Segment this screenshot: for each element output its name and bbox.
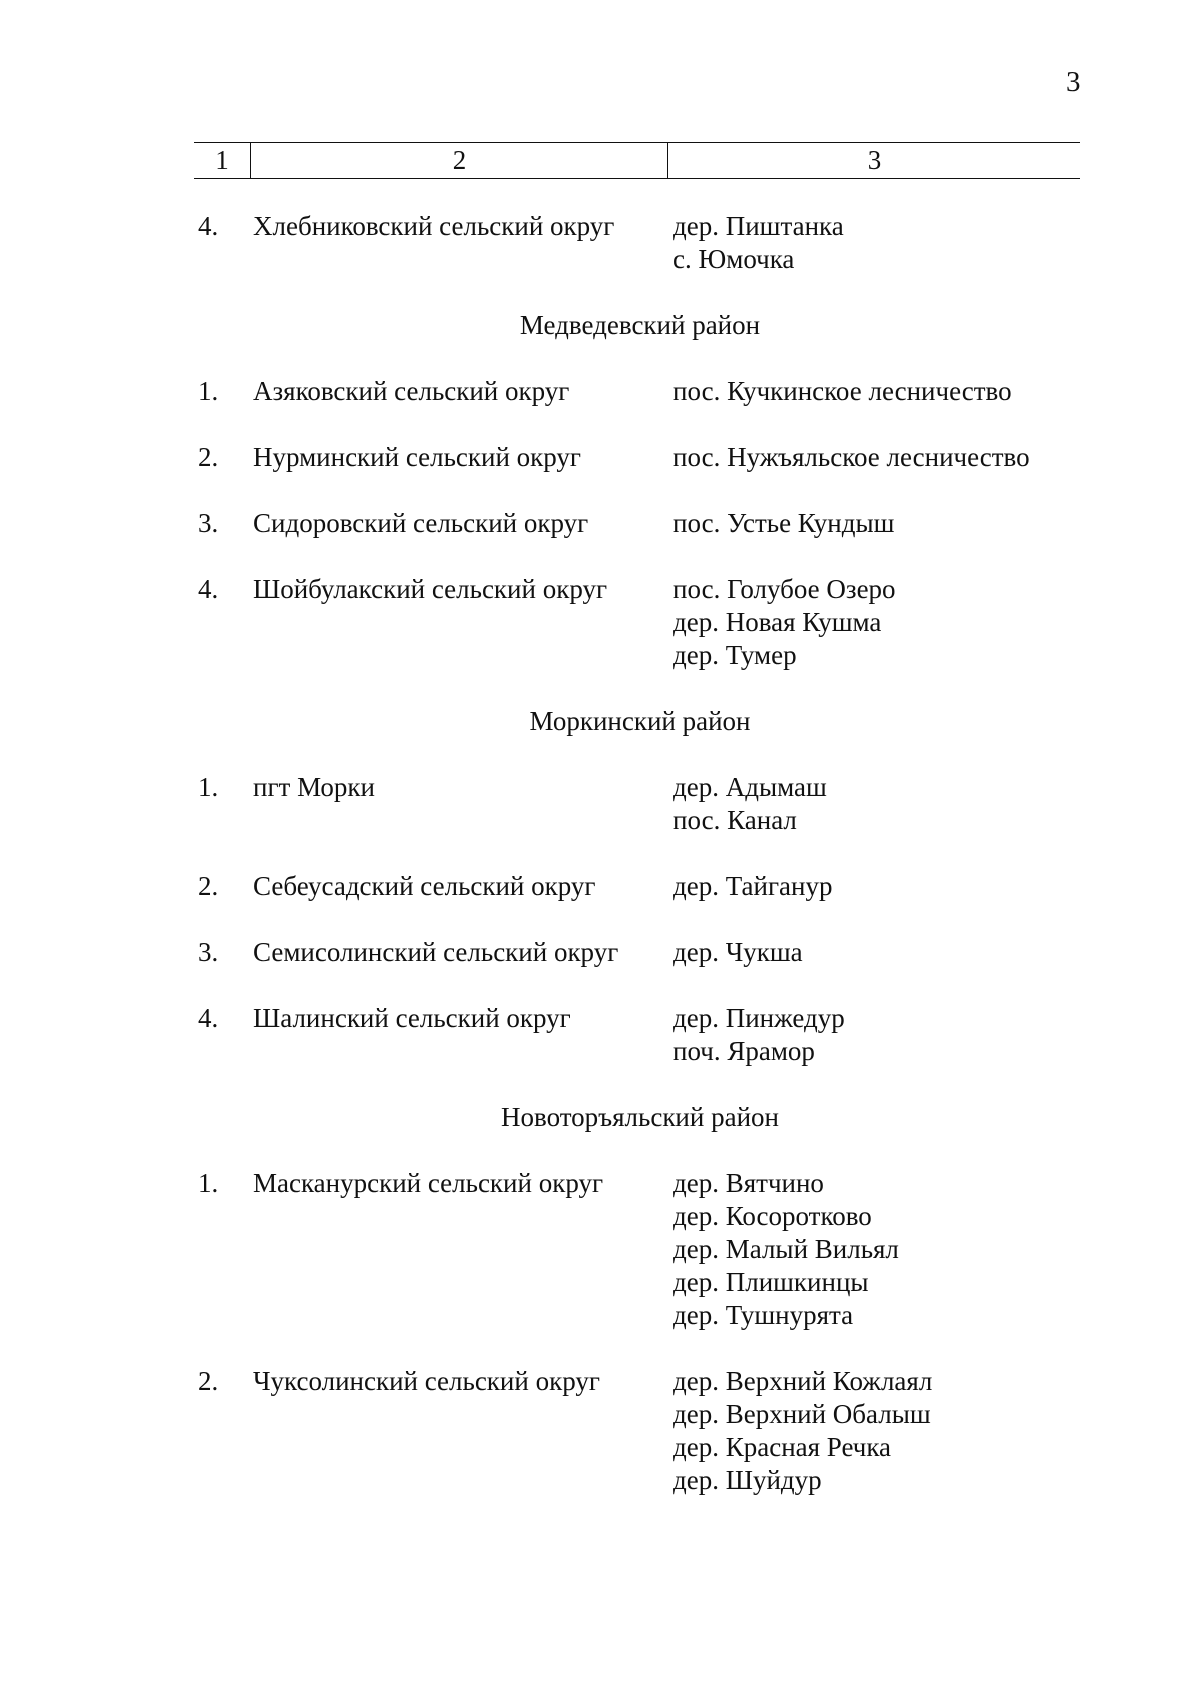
settlement-name: дер. Малый Вильял	[673, 1234, 899, 1264]
settlement-list-cell	[673, 870, 1200, 903]
table-row	[0, 573, 1200, 672]
rural-district-name: Семисолинский сельский округ	[253, 937, 619, 967]
settlement-list-cell	[673, 1167, 1200, 1332]
table-row	[0, 936, 1200, 969]
settlement-name: пос. Канал	[673, 805, 797, 835]
table-row	[0, 1167, 1200, 1332]
row-number: 3.	[198, 937, 219, 967]
table-row	[0, 771, 1200, 837]
settlement-list-cell	[673, 936, 1200, 969]
rural-district-name: Хлебниковский сельский округ	[253, 211, 615, 241]
column-header-1: 1	[215, 145, 229, 175]
column-header-3: 3	[667, 143, 1081, 178]
table-row	[0, 375, 1200, 408]
settlement-name: поч. Ярамор	[673, 1036, 815, 1066]
row-number: 1.	[198, 772, 219, 802]
rural-district-name: Масканурский сельский округ	[253, 1168, 604, 1198]
settlement-list-cell	[673, 771, 1200, 837]
row-number: 4.	[198, 574, 219, 604]
settlement-name: пос. Голубое Озеро	[673, 574, 896, 604]
settlement-name: с. Юмочка	[673, 244, 795, 274]
table-row	[0, 1002, 1200, 1068]
rural-district-name: Сидоровский сельский округ	[253, 508, 589, 538]
column-header-2: 2	[250, 143, 668, 178]
settlement-list-cell	[673, 573, 1200, 672]
rural-district-name: Азяковский сельский округ	[253, 376, 570, 406]
settlement-name: пос. Нужъяльское лесничество	[673, 442, 1030, 472]
settlement-name: дер. Тушнурята	[673, 1300, 854, 1330]
settlement-list-cell	[673, 375, 1200, 408]
settlement-name: пос. Устье Кундыш	[673, 508, 895, 538]
row-number: 3.	[198, 508, 219, 538]
rural-district-name: Себеусадский сельский округ	[253, 871, 596, 901]
row-number: 4.	[198, 211, 219, 241]
table-row	[0, 507, 1200, 540]
row-number: 2.	[198, 871, 219, 901]
district-heading: Новоторъяльский район	[501, 1102, 779, 1132]
table-row	[0, 1365, 1200, 1497]
settlement-list-cell	[673, 210, 1200, 276]
page-number: 3	[1066, 66, 1081, 98]
settlement-name: дер. Плишкинцы	[673, 1267, 869, 1297]
settlement-name: дер. Верхний Кожлаял	[673, 1366, 933, 1396]
settlement-list-cell	[673, 441, 1200, 474]
rural-district-name: пгт Морки	[253, 772, 375, 802]
rural-district-name: Шойбулакский сельский округ	[253, 574, 608, 604]
settlement-list-cell	[673, 1002, 1200, 1068]
rural-district-name: Шалинский сельский округ	[253, 1003, 571, 1033]
settlement-name: дер. Пинжедур	[673, 1003, 845, 1033]
row-number: 2.	[198, 1366, 219, 1396]
settlement-name: дер. Вятчино	[673, 1168, 824, 1198]
table-row	[0, 210, 1200, 276]
settlement-list-cell	[673, 1365, 1200, 1497]
settlement-name: дер. Тумер	[673, 640, 797, 670]
settlement-list-cell	[673, 507, 1200, 540]
settlement-name: дер. Адымаш	[673, 772, 827, 802]
settlement-name: дер. Тайганур	[673, 871, 833, 901]
settlement-name: дер. Пиштанка	[673, 211, 844, 241]
settlement-list	[0, 210, 1200, 1530]
row-number: 2.	[198, 442, 219, 472]
rural-district-name: Нурминский сельский округ	[253, 442, 581, 472]
settlement-name: дер. Шуйдур	[673, 1465, 822, 1495]
column-header-table	[194, 142, 1080, 179]
table-row	[0, 441, 1200, 474]
row-number: 4.	[198, 1003, 219, 1033]
settlement-name: дер. Косоротково	[673, 1201, 872, 1231]
settlement-name: дер. Чукша	[673, 937, 803, 967]
settlement-name: пос. Кучкинское лесничество	[673, 376, 1012, 406]
rural-district-name: Чуксолинский сельский округ	[253, 1366, 600, 1396]
district-heading: Медведевский район	[519, 310, 761, 340]
table-row	[0, 870, 1200, 903]
settlement-name: дер. Верхний Обалыш	[673, 1399, 931, 1429]
row-number: 1.	[198, 376, 219, 406]
settlement-name: дер. Новая Кушма	[673, 607, 882, 637]
settlement-name: дер. Красная Речка	[673, 1432, 892, 1462]
district-heading: Моркинский район	[529, 706, 751, 736]
row-number: 1.	[198, 1168, 219, 1198]
